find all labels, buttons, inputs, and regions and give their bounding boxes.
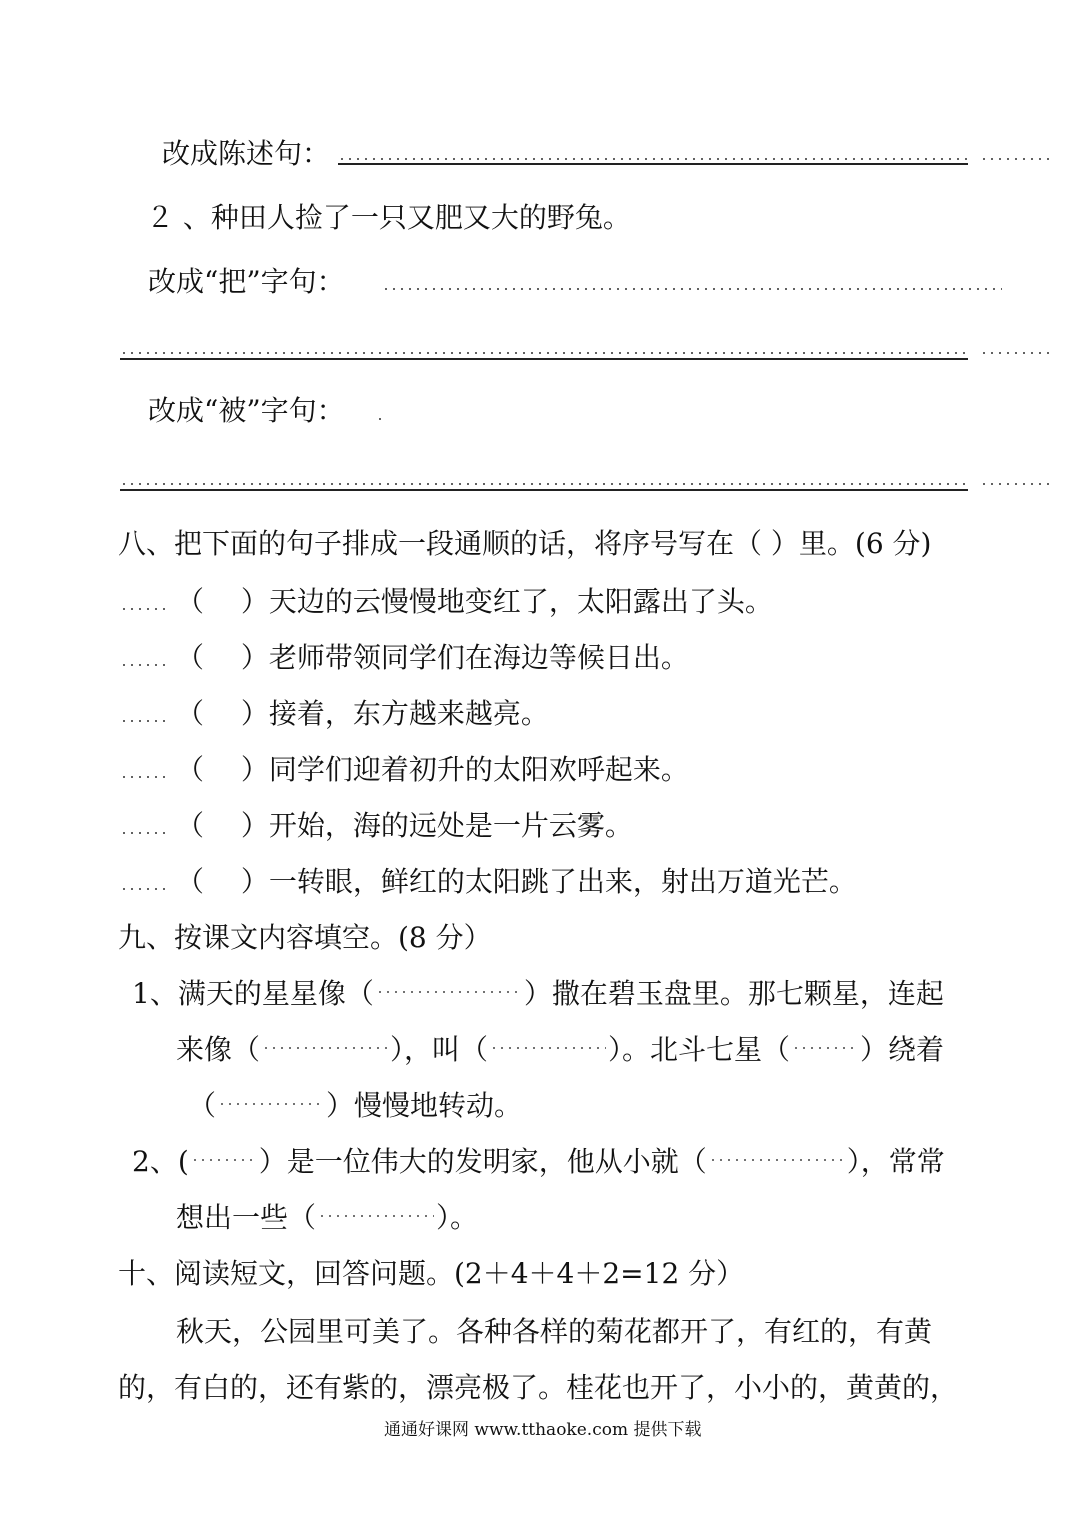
sequence-item-6[interactable]: （ ）一转眼，鲜红的太阳跳了出来，射出万道光芒。	[176, 865, 857, 898]
to-bei-label: 改成“被”字句：	[148, 394, 345, 427]
answer-line-ba-1[interactable]	[382, 288, 1002, 290]
answer-line-bei-2[interactable]	[120, 483, 968, 485]
fill-q2-text-d: 想出一些（	[176, 1201, 317, 1234]
fill-q1-text-e: ）。北斗七星（	[608, 1033, 791, 1066]
answer-line-ba-2[interactable]	[120, 352, 968, 354]
fill-q1-text-g: （	[188, 1089, 217, 1122]
to-declarative-label: 改成陈述句：	[162, 137, 331, 170]
section-8-title: 八、把下面的句子排成一段通顺的话，将序号写在（ ）里。(6 分)	[118, 527, 932, 560]
answer-underline-declarative	[338, 163, 968, 165]
page-footer: 通通好课网 www.tthaoke.com 提供下载	[384, 1420, 702, 1440]
section-9-title: 九、按课文内容填空。(8 分）	[118, 921, 492, 954]
answer-line-bei-1[interactable]	[376, 418, 386, 420]
fill-q2-text-b: ）是一位伟大的发明家，他从小就（	[258, 1145, 707, 1178]
fill-q2-line2	[176, 1200, 478, 1236]
fill-q1-text-d: ），叫（	[390, 1033, 489, 1066]
row-lead-dots	[120, 720, 170, 722]
reading-passage-line-2: 的，有白的，还有紫的，漂亮极了。桂花也开了，小小的，黄黄的，	[118, 1371, 959, 1404]
row-lead-dots	[120, 832, 170, 834]
sequence-item-4[interactable]: （ ）同学们迎着初升的太阳欢呼起来。	[176, 753, 689, 786]
row-lead-dots	[120, 888, 170, 890]
row-lead-dots	[120, 776, 170, 778]
answer-underline-ba	[120, 358, 968, 360]
fill-q1-line1	[132, 976, 944, 1012]
fill-q1-text-c: 来像（	[176, 1033, 261, 1066]
margin-dots	[980, 483, 1050, 485]
sequence-item-5[interactable]: （ ）开始，海的远处是一片云雾。	[176, 809, 633, 842]
sequence-item-1[interactable]: （ ）天边的云慢慢地变红了，太阳露出了头。	[176, 585, 773, 618]
fill-q1-text-a: 1、满天的星星像（	[132, 977, 374, 1010]
fill-q2-line1	[132, 1144, 945, 1180]
fill-q1-text-f: ）绕着	[860, 1033, 945, 1066]
fill-q2-text-e: ）。	[436, 1201, 479, 1234]
reading-passage-line-1: 秋天，公园里可美了。各种各样的菊花都开了，有红的，有黄	[176, 1315, 933, 1348]
sequence-item-3[interactable]: （ ）接着，东方越来越亮。	[176, 697, 549, 730]
fill-q2-text-a: 2、(	[132, 1145, 189, 1178]
margin-dots	[980, 158, 1050, 160]
question-2-sentence: ２ 、种田人捡了一只又肥又大的野兔。	[146, 201, 631, 234]
section-10-title: 十、阅读短文，回答问题。(2＋4＋4＋2=12 分）	[118, 1257, 745, 1290]
fill-q1-line2	[176, 1032, 944, 1068]
fill-q1-text-h: ）慢慢地转动。	[326, 1089, 523, 1122]
answer-underline-bei	[120, 489, 968, 491]
row-lead-dots	[120, 664, 170, 666]
fill-q2-text-c: ），常常	[846, 1145, 945, 1178]
fill-q1-text-b: ）撒在碧玉盘里。那七颗星，连起	[523, 977, 944, 1010]
to-ba-label: 改成“把”字句：	[148, 265, 345, 298]
sequence-item-2[interactable]: （ ）老师带领同学们在海边等候日出。	[176, 641, 689, 674]
fill-q1-line3	[188, 1088, 522, 1124]
margin-dots	[980, 352, 1050, 354]
row-lead-dots	[120, 608, 170, 610]
answer-line-declarative[interactable]	[338, 158, 968, 160]
